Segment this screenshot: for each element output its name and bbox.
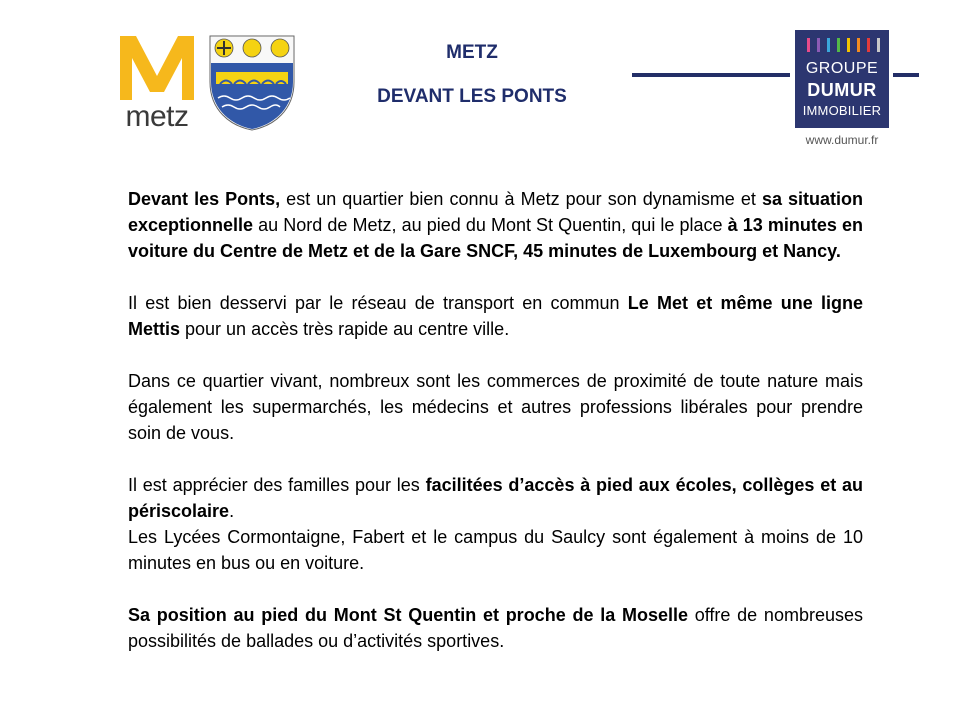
paragraph-location: [128, 186, 863, 264]
emphasis-text: à 13 minutes en voiture du Centre de Metz et de la Gare SNCF, 45 minutes de Luxembourg et Nancy.: [128, 215, 863, 261]
body-text: .: [229, 501, 235, 521]
dumur-logo: [795, 30, 889, 128]
header-rule-right: [893, 73, 919, 77]
body-text: Il est apprécier des familles pour les: [128, 475, 426, 495]
body-text: est un quartier bien connu à Metz pour son dynamisme et: [280, 189, 762, 209]
paragraph-schools: [128, 472, 863, 524]
dumur-logo-line2: DUMUR: [807, 80, 877, 100]
dumur-logo-line3: IMMOBILIER: [802, 103, 882, 118]
body-text: au Nord de Metz, au pied du Mont St Quentin, qui le place: [253, 215, 728, 235]
emphasis-text: Devant les Ponts,: [128, 189, 281, 209]
dumur-logo-line1: GROUPE: [805, 60, 879, 77]
paragraph-transport: [128, 290, 863, 342]
emphasis-text: facilitées d’accès à pied aux écoles, collèges et au périscolaire: [128, 475, 864, 521]
emphasis-text: sa situation exceptionnelle: [128, 189, 864, 235]
header-rule-left: [632, 73, 790, 77]
emphasis-text: Le Met et même une ligne Mettis: [128, 293, 863, 339]
metz-m-shape: [120, 36, 194, 100]
page-subtitle: DEVANT LES PONTS: [377, 86, 567, 107]
dumur-color-bars: [803, 38, 883, 52]
body-text: Les Lycées Cormontaigne, Fabert et le campus du Saulcy sont également à moins de 10 minutes en bus ou en voiture.: [128, 527, 863, 573]
body-text: Il est bien desservi par le réseau de transport en commun: [128, 293, 628, 313]
description-text: [128, 186, 863, 654]
emphasis-text: Sa position au pied du Mont St Quentin et proche de la Moselle: [128, 605, 688, 625]
metz-logo-word: metz: [125, 100, 189, 133]
paragraph-lycees: [128, 524, 863, 576]
metz-crest: [206, 34, 298, 132]
body-text: Dans ce quartier vivant, nombreux sont les commerces de proximité de toute nature mais également les supermarchés, les médecins et autres professions libérales pour prendre soin de vous.: [128, 371, 863, 443]
paragraph-shops: [128, 368, 863, 446]
body-text: pour un accès très rapide au centre ville.: [180, 319, 510, 339]
paragraph-leisure: [128, 602, 863, 654]
dumur-website-link[interactable]: www.dumur.fr: [805, 133, 879, 147]
body-text: offre de nombreuses possibilités de ballades ou d’activités sportives.: [128, 605, 863, 651]
page-title: METZ: [446, 42, 498, 63]
